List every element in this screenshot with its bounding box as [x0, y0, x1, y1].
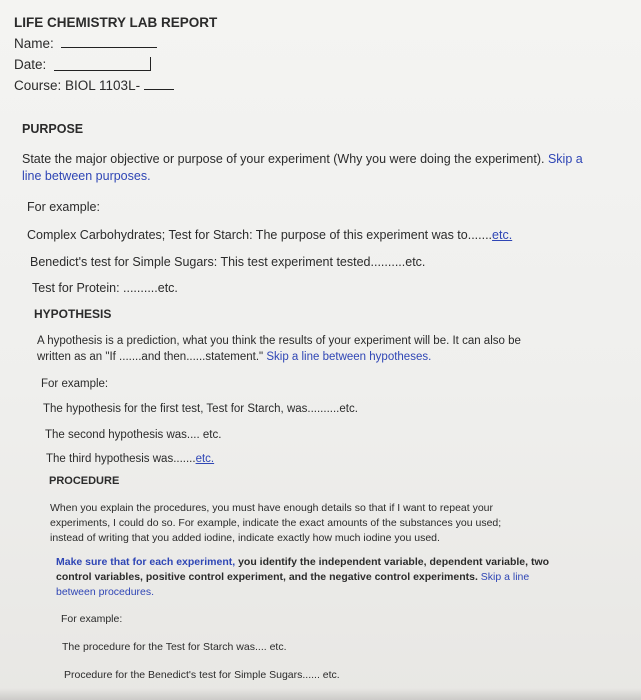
procedure-requirements — [56, 555, 549, 600]
hypothesis-skip-note: Skip a line between hypotheses. — [266, 351, 432, 363]
page-bottom-shadow — [0, 688, 641, 700]
hypothesis-example-3-etc-link[interactable]: etc. — [195, 453, 215, 465]
hypothesis-example-label: For example: — [41, 378, 109, 390]
date-field-row — [14, 54, 217, 75]
procedure-example-2: Procedure for the Benedict's test for Simple Sugars...... etc. — [64, 669, 340, 681]
procedure-heading: PROCEDURE — [49, 475, 120, 487]
procedure-controls-text: control variables, positive control experiment, and the negative control experiments. — [56, 571, 478, 583]
report-title: LIFE CHEMISTRY LAB REPORT — [14, 15, 218, 30]
procedure-line-2: experiments, I could do so. For example, indicate the exact amounts of the substances you used; — [50, 517, 502, 529]
hypothesis-example-3 — [46, 451, 214, 467]
purpose-example-label: For example: — [27, 200, 100, 214]
procedure-line-3: instead of writing that you added iodine, indicate exactly how much iodine you used. — [50, 532, 440, 544]
procedure-skip-note-cont: between procedures. — [56, 586, 155, 598]
purpose-heading: PURPOSE — [22, 122, 84, 136]
name-input-line[interactable] — [61, 37, 157, 48]
procedure-example-1: The procedure for the Test for Starch was.... etc. — [62, 641, 287, 653]
purpose-example-3: Test for Protein: ..........etc. — [32, 281, 178, 295]
procedure-line-1: When you explain the procedures, you must have enough details so that if I want to repeat your — [50, 502, 494, 514]
procedure-variables-text: you identify the independent variable, dependent variable, two — [238, 556, 550, 568]
procedure-make-sure-note: Make sure that for each experiment, — [56, 556, 236, 568]
hypothesis-line-2: written as an "If .......and then......statement." — [37, 351, 264, 363]
date-input-box[interactable] — [54, 57, 151, 71]
purpose-skip-note-cont: line between purposes. — [22, 169, 151, 183]
purpose-intro-text: State the major objective or purpose of your experiment (Why you were doing the experiment). — [22, 152, 545, 166]
name-field-row — [14, 33, 217, 54]
hypothesis-line-1: A hypothesis is a prediction, what you think the results of your experiment will be. It can also be — [37, 335, 521, 347]
report-header — [14, 12, 217, 96]
purpose-skip-note: Skip a — [547, 152, 583, 166]
hypothesis-instructions — [37, 333, 521, 365]
course-label: Course: BIOL 1103L- — [14, 78, 141, 93]
procedure-example-label: For example: — [61, 613, 123, 625]
purpose-example-2: Benedict's test for Simple Sugars: This test experiment tested..........etc. — [30, 255, 426, 269]
purpose-instructions — [22, 151, 583, 185]
purpose-example-1 — [27, 227, 512, 244]
procedure-skip-note: Skip a line — [480, 571, 530, 583]
hypothesis-example-3-text: The third hypothesis was....... — [46, 453, 196, 465]
course-field-row — [14, 75, 217, 96]
purpose-example-1-text: Complex Carbohydrates; Test for Starch: The purpose of this experiment was to....... — [27, 228, 493, 242]
hypothesis-heading: HYPOTHESIS — [34, 307, 112, 321]
procedure-instructions — [50, 501, 501, 546]
course-input-line[interactable] — [144, 79, 174, 90]
hypothesis-example-2: The second hypothesis was.... etc. — [45, 429, 222, 441]
hypothesis-example-1: The hypothesis for the first test, Test for Starch, was..........etc. — [43, 403, 358, 415]
purpose-example-1-etc-link[interactable]: etc. — [492, 228, 513, 242]
date-label: Date: — [14, 57, 47, 72]
name-label: Name: — [14, 36, 54, 51]
